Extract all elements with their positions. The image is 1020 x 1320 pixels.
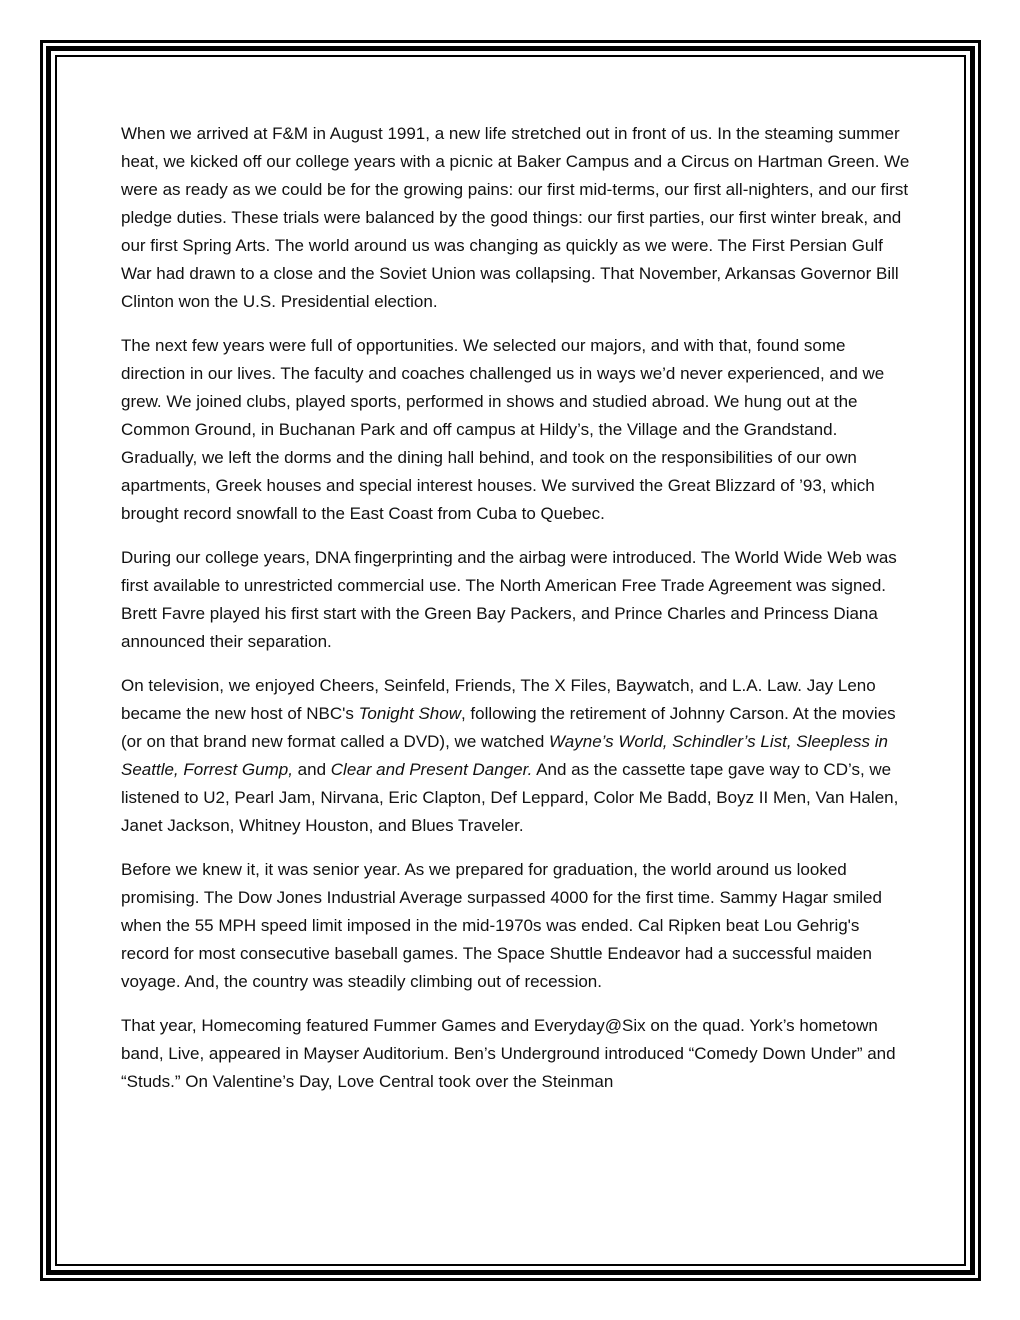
paragraph-arrival: When we arrived at F&M in August 1991, a new life stretched out in front of us. In the steaming summer heat, we kicked off our college years with a picnic at Baker Campus and a Circus on Hartman Green. We were as ready as we could be for the growing pains: our first mid-terms, our first all-nighters, and our first pledge duties. These trials were balanced by the good things: our first parties, our first winter break, and our first Spring Arts. The world around us was changing as quickly as we were. The First Persian Gulf War had drawn to a close and the Soviet Union was collapsing. That November, Arkansas Governor Bill Clinton won the U.S. Presidential election. (121, 124, 910, 311)
tonight-show-title: Tonight Show (358, 704, 461, 723)
pop-culture-text-4: And as the cassette tape gave way to CD’s, we listened to U2, Pearl Jam, Nirvana, Eric Clapton, Def Leppard, Color Me Badd, Boyz II Men, Van Halen, Janet Jackson, Whitney Houston, and Blues Traveler. (121, 760, 899, 835)
paragraph-opportunities: The next few years were full of opportunities. We selected our majors, and with that, found some direction in our lives. The faculty and coaches challenged us in ways we’d never experienced, and we grew. We joined clubs, played sports, performed in shows and studied abroad. We hung out at the Common Ground, in Buchanan Park and off campus at Hildy’s, the Village and the Grandstand. Gradually, we left the dorms and the dining hall behind, and took on the responsibilities of our own apartments, Greek houses and special interest houses. We survived the Great Blizzard of ’93, which brought record snowfall to the East Coast from Cuba to Quebec. (121, 336, 885, 523)
pop-culture-text-2: , following the retirement of Johnny Carson. At the movies (or on that brand new format called a DVD), we watched (121, 704, 896, 751)
movie-title-last: Clear and Present Danger. (330, 760, 533, 779)
document-body (121, 120, 911, 1112)
pop-culture-text-1: On television, we enjoyed Cheers, Seinfeld, Friends, The X Files, Baywatch, and L.A. Law. Jay Leno became the new host of NBC's (121, 676, 876, 723)
movie-titles: Wayne’s World, Schindler’s List, Sleepless in Seattle, Forrest Gump, (121, 732, 888, 779)
pop-culture-text-3: and (292, 760, 331, 779)
paragraph-homecoming: That year, Homecoming featured Fummer Games and Everyday@Six on the quad. York’s hometown band, Live, appeared in Mayser Auditorium. Ben’s Underground introduced “Comedy Down Under” and “Studs.” On Valentine’s Day, Love Central took over the Steinman (121, 1016, 896, 1091)
paragraph-pop-culture (121, 672, 911, 840)
paragraph-college-years-events: During our college years, DNA fingerprinting and the airbag were introduced. The World Wide Web was first available to unrestricted commercial use. The North American Free Trade Agreement was signed. Brett Favre played his first start with the Green Bay Packers, and Prince Charles and Princess Diana announced their separation. (121, 548, 897, 651)
paragraph-senior-year: Before we knew it, it was senior year. As we prepared for graduation, the world around us looked promising. The Dow Jones Industrial Average surpassed 4000 for the first time. Sammy Hagar smiled when the 55 MPH speed limit imposed in the mid-1970s was ended. Cal Ripken beat Lou Gehrig's record for most consecutive baseball games. The Space Shuttle Endeavor had a successful maiden voyage. And, the country was steadily climbing out of recession. (121, 860, 882, 991)
